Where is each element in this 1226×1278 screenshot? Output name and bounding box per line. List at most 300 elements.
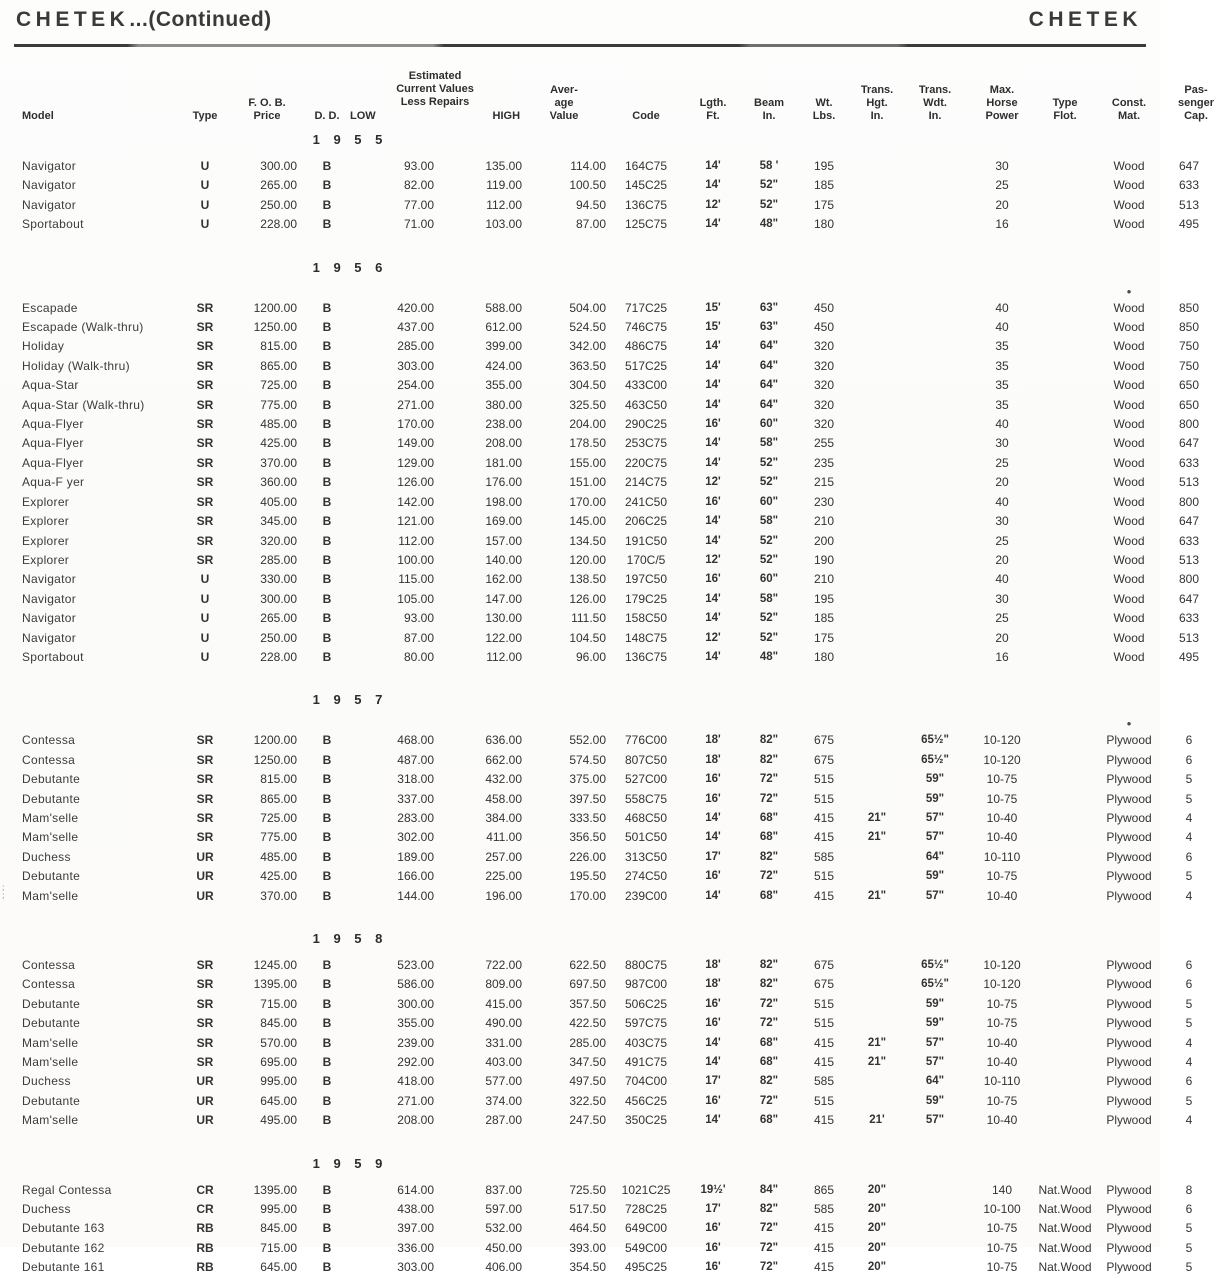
cell-beam: 84" (759, 1183, 779, 1196)
section-gap (14, 235, 1226, 251)
cell-pass: 513 (1179, 197, 1200, 212)
cell-tflot (1038, 415, 1092, 434)
table-row[interactable] (14, 828, 1226, 847)
table-row[interactable] (14, 629, 1226, 648)
cell-low: 303.00 (397, 1260, 434, 1275)
cell-thgt: 21" (867, 811, 887, 824)
cell-low: 318.00 (397, 772, 434, 787)
table-row[interactable] (14, 1111, 1226, 1130)
cell-thgt (850, 396, 904, 415)
cell-model: Holiday (22, 339, 65, 354)
cell-pass: 650 (1179, 397, 1200, 412)
cell-pass: 750 (1179, 339, 1200, 354)
table-row[interactable] (14, 1053, 1226, 1072)
table-row[interactable] (14, 493, 1226, 512)
cell-fob: 1395.00 (253, 1182, 297, 1197)
cell-low: 80.00 (403, 649, 434, 664)
table-row[interactable] (14, 299, 1226, 318)
cell-thgt (850, 532, 904, 551)
cell-twdt: 64" (925, 1075, 945, 1088)
cell-wt: 195 (814, 159, 835, 173)
column-header-pass-line3: Cap. (1184, 110, 1208, 123)
cell-high: 722.00 (485, 958, 523, 972)
cell-high: 384.00 (485, 810, 523, 825)
cell-dd: B (322, 996, 332, 1011)
cell-pass: 6 (1185, 733, 1193, 748)
cell-type: SR (196, 455, 214, 470)
cell-wt: 255 (814, 436, 835, 451)
cell-pass: 850 (1179, 320, 1200, 335)
table-row[interactable] (14, 1219, 1226, 1238)
year-section-heading: 1 9 5 8 (312, 931, 388, 946)
cell-avg: 333.50 (569, 810, 607, 825)
table-row[interactable] (14, 157, 1226, 176)
cell-high: 490.00 (485, 1016, 523, 1031)
cell-twdt (904, 196, 966, 215)
cell-fob: 865.00 (260, 358, 297, 373)
cell-beam: 72" (759, 792, 779, 805)
cell-fob: 330.00 (260, 572, 297, 587)
cell-avg: 325.50 (569, 397, 607, 412)
cell-avg: 170.00 (569, 494, 607, 509)
year-section-heading-row (14, 123, 1226, 157)
cell-cmat: Plywood (1106, 958, 1152, 972)
cell-code: 191C50 (624, 533, 668, 548)
cell-dd: B (322, 533, 332, 548)
cell-dd: B (322, 1113, 332, 1128)
cell-thgt (850, 551, 904, 570)
cell-tflot (1038, 590, 1092, 609)
cell-model: Debutante (22, 772, 81, 787)
table-row[interactable] (14, 975, 1226, 994)
cell-tflot (1038, 376, 1092, 395)
year-section-heading-row (14, 251, 1226, 285)
column-header-twdt-line1: Trans. (918, 84, 952, 97)
cell-dd: B (322, 455, 332, 470)
cell-cmat: Wood (1113, 494, 1145, 509)
cell-tflot (1038, 434, 1092, 453)
cell-fob: 845.00 (260, 1016, 297, 1031)
table-row[interactable] (14, 454, 1226, 473)
cell-avg: 504.00 (569, 300, 607, 315)
column-header-code: Code (632, 110, 660, 123)
footnote-marker-spacer (14, 285, 1092, 299)
cell-cmat: Wood (1113, 649, 1145, 664)
table-row[interactable] (14, 1200, 1226, 1219)
cell-tflot (1038, 648, 1092, 667)
valuation-table (14, 47, 1226, 1278)
cell-dd: B (322, 810, 332, 825)
cell-low: 166.00 (397, 869, 434, 884)
table-row[interactable] (14, 609, 1226, 628)
cell-high: 612.00 (485, 320, 523, 335)
cell-dd: B (322, 830, 332, 845)
cell-code: 148C75 (624, 630, 668, 645)
table-row[interactable] (14, 570, 1226, 589)
cell-twdt (904, 357, 966, 376)
table-row[interactable] (14, 196, 1226, 215)
cell-cmat: Plywood (1106, 1035, 1152, 1050)
cell-wt: 415 (814, 888, 835, 903)
cell-cmat: Plywood (1106, 752, 1152, 767)
cell-twdt: 65½" (921, 753, 949, 766)
cell-twdt (904, 493, 966, 512)
cell-hp: 10-40 (986, 810, 1018, 825)
cell-lgth: 14' (705, 831, 721, 844)
cell-high: 140.00 (485, 552, 523, 567)
cell-avg: 138.50 (569, 572, 607, 587)
table-row[interactable] (14, 1258, 1226, 1277)
table-row[interactable] (14, 848, 1226, 867)
cell-thgt: 21" (867, 889, 887, 902)
table-row[interactable] (14, 415, 1226, 434)
cell-fob: 775.00 (260, 397, 297, 412)
cell-hp: 10-75 (986, 772, 1018, 787)
column-header-thgt-line1: Trans. (860, 84, 894, 97)
cell-twdt (904, 1200, 966, 1219)
cell-thgt (850, 357, 904, 376)
cell-twdt (904, 473, 966, 492)
cell-twdt (904, 1181, 966, 1200)
cell-low: 100.00 (397, 552, 434, 567)
cell-fob: 405.00 (260, 494, 297, 509)
cell-high: 112.00 (486, 197, 523, 212)
cell-low: 397.00 (397, 1221, 434, 1236)
table-row[interactable] (14, 956, 1226, 975)
cell-pass: 5 (1185, 772, 1193, 787)
cell-fob: 250.00 (260, 197, 297, 212)
cell-code: 746C75 (624, 320, 668, 335)
cell-hp: 10-75 (986, 1260, 1018, 1275)
table-row[interactable] (14, 434, 1226, 453)
cell-tflot (1038, 731, 1092, 750)
cell-cmat: Plywood (1106, 1055, 1152, 1070)
cell-beam: 72" (759, 1017, 779, 1030)
cell-pass: 5 (1185, 1016, 1193, 1031)
cell-model: Duchess (22, 1202, 71, 1217)
table-row[interactable] (14, 790, 1226, 809)
table-row[interactable] (14, 887, 1226, 906)
cell-type: UR (196, 888, 214, 903)
table-row[interactable] (14, 396, 1226, 415)
cell-tflot (1038, 570, 1092, 589)
cell-fob: 1395.00 (253, 977, 297, 992)
cell-wt: 230 (814, 494, 835, 509)
cell-lgth: 14' (705, 359, 721, 372)
cell-low: 487.00 (397, 752, 434, 767)
cell-thgt: 20" (867, 1222, 887, 1235)
cell-hp: 10-40 (986, 1113, 1018, 1128)
cell-pass: 6 (1185, 752, 1193, 767)
cell-dd: B (322, 1016, 332, 1031)
table-row[interactable] (14, 376, 1226, 395)
cell-high: 157.00 (485, 533, 523, 548)
cell-wt: 515 (814, 869, 835, 884)
cell-cmat: Wood (1113, 358, 1145, 373)
cell-code: 206C25 (624, 514, 668, 529)
cell-avg: 422.50 (569, 1016, 607, 1031)
cell-cmat: Plywood (1106, 888, 1152, 903)
cell-avg: 304.50 (569, 378, 607, 393)
cell-model: Sportabout (22, 649, 84, 664)
cell-low: 355.00 (397, 1016, 434, 1031)
cell-code: 597C75 (624, 1016, 668, 1031)
cell-avg: 87.00 (575, 217, 607, 232)
cell-dd: B (322, 339, 332, 354)
cell-high: 432.00 (485, 772, 523, 787)
table-row[interactable] (14, 473, 1226, 492)
cell-beam: 72" (759, 1261, 779, 1274)
cell-fob: 815.00 (260, 772, 297, 787)
cell-avg: 347.50 (569, 1055, 607, 1070)
cell-model: Contessa (22, 958, 76, 972)
cell-type: SR (196, 552, 214, 567)
cell-twdt (904, 215, 966, 234)
cell-low: 303.00 (397, 358, 434, 373)
cell-type: CR (196, 1182, 214, 1197)
cell-wt: 190 (814, 552, 835, 567)
cell-low: 149.00 (397, 436, 434, 451)
cell-hp: 10-100 (983, 1202, 1021, 1217)
cell-wt: 415 (814, 810, 835, 825)
cell-tflot (1038, 357, 1092, 376)
spacer-cell (14, 1131, 1226, 1147)
column-header-dd: D. D. (314, 110, 340, 123)
cell-cmat: Wood (1113, 514, 1145, 529)
table-row[interactable] (14, 532, 1226, 551)
table-row[interactable] (14, 215, 1226, 234)
scan-margin-artifact: ; ; (2, 882, 5, 900)
cell-pass: 800 (1179, 417, 1200, 432)
cell-type: SR (196, 830, 214, 845)
cell-pass: 4 (1185, 1035, 1193, 1050)
cell-low: 302.00 (397, 830, 434, 845)
cell-tflot (1038, 473, 1092, 492)
cell-fob: 725.00 (260, 378, 297, 393)
cell-tflot (1038, 887, 1092, 906)
year-section-heading: 1 9 5 6 (312, 259, 388, 275)
cell-code: 987C00 (624, 977, 668, 992)
cell-lgth: 16' (705, 573, 721, 586)
column-header-avg-line1: Aver- (550, 84, 578, 97)
table-row[interactable] (14, 809, 1226, 828)
cell-type: SR (196, 436, 214, 451)
cell-fob: 370.00 (260, 455, 297, 470)
cell-thgt (850, 473, 904, 492)
cell-type: SR (196, 514, 214, 529)
cell-type: RB (196, 1260, 214, 1275)
spacer-cell (14, 906, 1226, 922)
cell-low: 208.00 (397, 1113, 434, 1128)
cell-cmat: Wood (1113, 455, 1145, 470)
cell-model: Debutante (22, 1093, 81, 1108)
table-row[interactable] (14, 1092, 1226, 1111)
cell-model: Aqua-Flyer (22, 417, 84, 432)
cell-cmat: Plywood (1106, 733, 1152, 748)
cell-wt: 175 (814, 197, 835, 212)
cell-twdt: 57" (925, 811, 945, 824)
cell-dd: B (322, 159, 332, 173)
cell-twdt: 57" (925, 1056, 945, 1069)
cell-fob: 228.00 (260, 217, 297, 232)
cell-dd: B (322, 436, 332, 451)
cell-thgt (850, 867, 904, 886)
cell-code: 164C75 (624, 159, 668, 173)
cell-low: 82.00 (403, 178, 434, 193)
cell-high: 112.00 (486, 649, 523, 664)
cell-avg: 393.00 (569, 1240, 607, 1255)
table-row[interactable] (14, 551, 1226, 570)
cell-hp: 35 (995, 358, 1009, 373)
cell-twdt (904, 376, 966, 395)
cell-avg: 342.00 (569, 339, 607, 354)
cell-hp: 20 (995, 475, 1009, 490)
cell-low: 254.00 (397, 378, 434, 393)
cell-dd: B (322, 888, 332, 903)
table-row[interactable] (14, 648, 1226, 667)
cell-code: 170C/5 (626, 552, 666, 567)
cell-fob: 865.00 (260, 791, 297, 806)
cell-model: Duchess (22, 1074, 71, 1089)
table-row[interactable] (14, 1014, 1226, 1033)
cell-hp: 30 (995, 159, 1009, 173)
year-section-heading-row (14, 922, 1226, 956)
cell-dd: B (322, 649, 332, 664)
cell-beam: 82" (759, 1075, 779, 1088)
cell-fob: 320.00 (260, 533, 297, 548)
cell-wt: 175 (814, 630, 835, 645)
table-row[interactable] (14, 867, 1226, 886)
cell-dd: B (322, 217, 332, 232)
table-row[interactable] (14, 1239, 1226, 1258)
cell-twdt: 59" (925, 1094, 945, 1107)
cell-twdt (904, 434, 966, 453)
table-row[interactable] (14, 318, 1226, 337)
table-row[interactable] (14, 337, 1226, 356)
table-row[interactable] (14, 1034, 1226, 1053)
cell-pass: 6 (1185, 977, 1193, 992)
cell-fob: 425.00 (260, 436, 297, 451)
cell-code: 214C75 (624, 475, 668, 490)
cell-type: U (200, 649, 210, 664)
cell-fob: 265.00 (260, 611, 297, 626)
cell-cmat: Plywood (1106, 849, 1152, 864)
cell-wt: 320 (814, 378, 835, 393)
cell-beam: 82" (759, 850, 779, 863)
cell-fob: 1250.00 (253, 752, 297, 767)
cell-avg: 226.00 (569, 849, 607, 864)
cell-wt: 320 (814, 339, 835, 354)
cell-cmat: Wood (1113, 339, 1145, 354)
cell-type: SR (196, 339, 214, 354)
table-row[interactable] (14, 512, 1226, 531)
cell-wt: 675 (814, 733, 835, 748)
cell-beam: 72" (759, 1094, 779, 1107)
column-header-twdt-line2: Wdt. (923, 97, 947, 110)
cell-dd: B (322, 772, 332, 787)
cell-type: UR (196, 1113, 214, 1128)
cell-lgth: 15' (705, 321, 721, 334)
cell-tflot (1038, 848, 1092, 867)
cell-cmat: Plywood (1106, 1016, 1152, 1031)
table-row[interactable] (14, 176, 1226, 195)
page-header (0, 0, 1160, 44)
cell-high: 577.00 (485, 1074, 523, 1089)
table-row[interactable] (14, 731, 1226, 750)
cell-tflot (1038, 1092, 1092, 1111)
cell-low: 437.00 (397, 320, 434, 335)
cell-low: 292.00 (397, 1055, 434, 1070)
cell-tflot (1038, 975, 1092, 994)
cell-dd: B (322, 514, 332, 529)
table-row[interactable] (14, 590, 1226, 609)
cell-fob: 775.00 (260, 830, 297, 845)
cell-cmat: Wood (1113, 197, 1145, 212)
cell-avg: 574.50 (569, 752, 607, 767)
cell-type: U (200, 630, 210, 645)
cell-dd: B (322, 494, 332, 509)
cell-hp: 10-120 (983, 977, 1021, 992)
cell-code: 350C25 (624, 1113, 668, 1128)
cell-code: 501C50 (624, 830, 668, 845)
table-row[interactable] (14, 357, 1226, 376)
cell-type: SR (196, 300, 214, 315)
cell-pass: 6 (1185, 1074, 1193, 1089)
cell-pass: 647 (1179, 514, 1200, 529)
cell-wt: 415 (814, 1240, 835, 1255)
table-row[interactable] (14, 1072, 1226, 1091)
cell-code: 880C75 (624, 958, 668, 972)
cell-code: 1021C25 (621, 1182, 671, 1197)
cell-low: 170.00 (397, 417, 434, 432)
cell-high: 122.00 (485, 630, 523, 645)
column-header-model: Model (22, 110, 54, 123)
cell-high: 355.00 (485, 378, 523, 393)
cell-high: 257.00 (485, 849, 523, 864)
table-row[interactable] (14, 1181, 1226, 1200)
cell-fob: 300.00 (260, 159, 297, 173)
cell-pass: 5 (1185, 1221, 1193, 1236)
table-row[interactable] (14, 995, 1226, 1014)
column-header-transom-height (850, 47, 904, 123)
cell-low: 144.00 (397, 888, 434, 903)
cell-low: 586.00 (397, 977, 434, 992)
cell-tflot (1038, 318, 1092, 337)
table-row[interactable] (14, 751, 1226, 770)
cell-hp: 40 (995, 494, 1009, 509)
cell-type: SR (196, 791, 214, 806)
cell-model: Mam'selle (22, 1113, 79, 1128)
column-header-lgth-line1: Lgth. (699, 97, 727, 110)
column-header-beam-line1: Beam (754, 97, 784, 110)
cell-low: 189.00 (397, 849, 434, 864)
cell-hp: 10-75 (986, 1221, 1018, 1236)
cell-lgth: 14' (705, 179, 721, 192)
cell-pass: 8 (1185, 1182, 1193, 1197)
cell-fob: 345.00 (260, 514, 297, 529)
cell-fob: 1200.00 (253, 733, 297, 748)
cell-tflot (1038, 1072, 1092, 1091)
cell-dd: B (322, 733, 332, 748)
cell-dd: B (322, 178, 332, 193)
cell-hp: 10-75 (986, 1240, 1018, 1255)
cell-thgt: 20" (867, 1183, 887, 1196)
cell-fob: 228.00 (260, 649, 297, 664)
cell-pass: 800 (1179, 494, 1200, 509)
table-row[interactable] (14, 770, 1226, 789)
cell-type: SR (196, 958, 214, 972)
column-header-pass-line2: senger (1177, 97, 1215, 110)
